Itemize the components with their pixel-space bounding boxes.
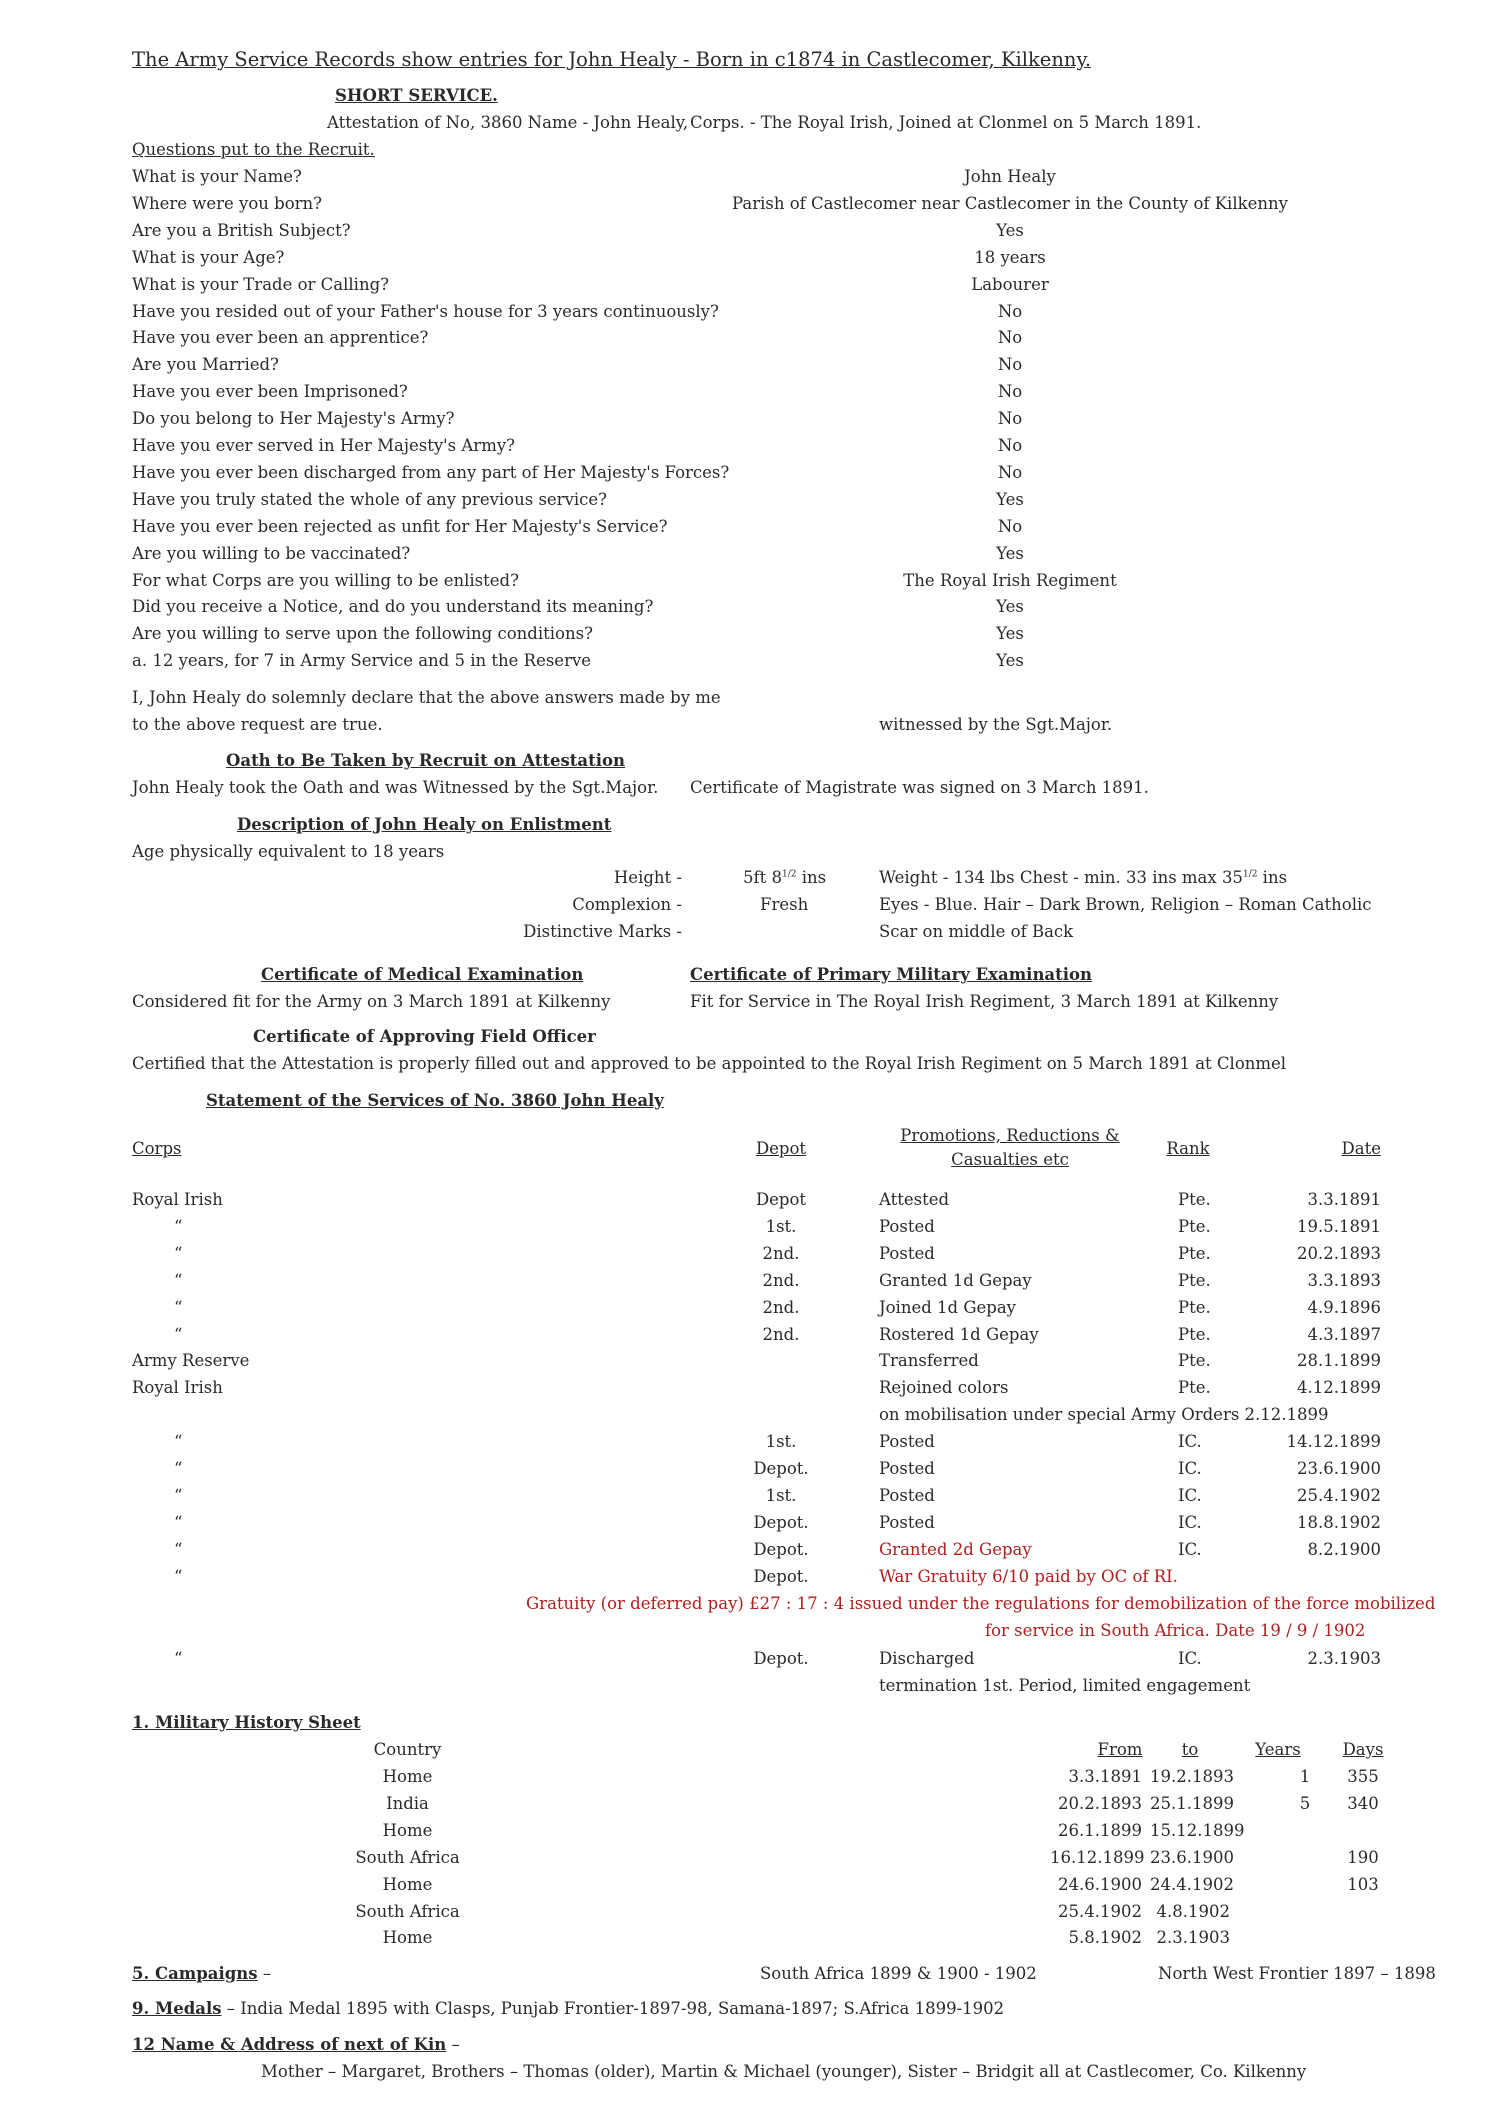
service-date: 28.1.1899 xyxy=(1297,1351,1381,1371)
service-date: 20.2.1893 xyxy=(1297,1243,1381,1263)
medical-text: Considered fit for the Army on 3 March 1891 at Kilkenny xyxy=(132,992,611,1011)
service-rank: Pte. xyxy=(1178,1270,1211,1290)
history-years: 1 xyxy=(1299,1767,1311,1786)
answer-text: Yes xyxy=(996,543,1024,563)
answer-text: Labourer xyxy=(971,274,1049,294)
discharged-depot: Depot. xyxy=(753,1649,809,1668)
short-service-heading: SHORT SERVICE. xyxy=(335,86,498,105)
service-corps: Royal Irish xyxy=(132,1378,223,1398)
history-days: 103 xyxy=(1347,1874,1379,1894)
service-event: Granted 2d Gepay xyxy=(879,1539,1032,1559)
service-depot: Depot. xyxy=(753,1459,809,1478)
header-promotions: Promotions, Reductions & xyxy=(900,1126,1120,1145)
medical-heading: Certificate of Medical Examination xyxy=(261,965,584,984)
service-corps: “ xyxy=(174,1324,183,1344)
primary-heading: Certificate of Primary Military Examination xyxy=(690,965,1093,984)
question-text: Are you a British Subject? xyxy=(132,220,351,240)
answer-text: Yes xyxy=(996,624,1024,644)
page-title: The Army Service Records show entries for John Healy - Born in c1874 in Castlecomer, Kilkenny. xyxy=(132,48,1092,71)
question-text: Have you ever served in Her Majesty's Army? xyxy=(132,436,516,455)
service-depot: Depot. xyxy=(753,1512,809,1532)
approving-heading: Certificate of Approving Field Officer xyxy=(253,1027,596,1046)
history-country: Home xyxy=(382,1928,433,1948)
declaration-line-1: I, John Healy do solemnly declare that the above answers made by me xyxy=(132,688,721,707)
statement-heading: Statement of the Services of No. 3860 John Healy xyxy=(206,1091,664,1110)
header-corps: Corps xyxy=(132,1139,182,1158)
discharged-rank: IC. xyxy=(1178,1649,1202,1668)
service-depot: 2nd. xyxy=(762,1297,800,1317)
history-heading: 1. Military History Sheet xyxy=(132,1713,361,1732)
service-event: War Gratuity 6/10 paid by OC of RI. xyxy=(879,1566,1178,1586)
service-event: Posted xyxy=(879,1512,935,1532)
campaign-north-west-frontier: North West Frontier 1897 – 1898 xyxy=(1158,1964,1436,1983)
answer-text: No xyxy=(997,355,1023,375)
service-rank: Pte. xyxy=(1178,1190,1211,1209)
history-header-years: Years xyxy=(1255,1740,1301,1759)
history-country: Home xyxy=(382,1874,433,1894)
service-date: 23.6.1900 xyxy=(1297,1459,1381,1478)
service-date: 3.3.1891 xyxy=(1307,1190,1381,1209)
service-corps: “ xyxy=(174,1512,183,1532)
service-depot: Depot. xyxy=(753,1539,809,1559)
declaration-line-2: to the above request are true. xyxy=(132,715,383,734)
medals-label: 9. Medals xyxy=(132,1999,222,2018)
question-text: Where were you born? xyxy=(132,193,323,213)
service-event: Rostered 1d Gepay xyxy=(879,1324,1039,1344)
service-corps: “ xyxy=(174,1459,183,1478)
service-date: 18.8.1902 xyxy=(1297,1512,1381,1532)
service-date: 8.2.1900 xyxy=(1307,1539,1381,1559)
service-date: 4.12.1899 xyxy=(1297,1378,1381,1398)
history-to: 2.3.1903 xyxy=(1156,1928,1230,1948)
service-event: Posted xyxy=(879,1459,935,1478)
answer-text: No xyxy=(997,436,1023,455)
question-text: Have you ever been an apprentice? xyxy=(132,328,429,348)
service-corps: “ xyxy=(174,1270,183,1290)
corps-line: Corps. - The Royal Irish, Joined at Clonmel on 5 March 1891. xyxy=(690,113,1202,132)
attestation-line: Attestation of No, 3860 Name - John Healy, xyxy=(327,113,689,132)
service-corps: “ xyxy=(174,1216,183,1236)
eyes-hair-religion: Eyes - Blue. Hair – Dark Brown, Religion – Roman Catholic xyxy=(879,895,1372,914)
history-days: 190 xyxy=(1347,1847,1379,1867)
question-text: Did you receive a Notice, and do you understand its meaning? xyxy=(132,597,654,617)
history-country: South Africa xyxy=(355,1847,460,1867)
question-text: Have you truly stated the whole of any previous service? xyxy=(132,489,608,509)
service-event: Joined 1d Gepay xyxy=(879,1297,1016,1317)
service-rank: IC. xyxy=(1178,1459,1202,1478)
oath-heading: Oath to Be Taken by Recruit on Attestation xyxy=(226,751,625,770)
history-to: 19.2.1893 xyxy=(1150,1767,1234,1786)
question-text: What is your Trade or Calling? xyxy=(132,274,389,294)
answer-text: Yes xyxy=(996,597,1024,617)
description-heading: Description of John Healy on Enlistment xyxy=(237,815,612,834)
height-value: 5ft $8^{1/2}$ ins xyxy=(743,868,827,887)
weight-chest: Weight - 134 lbs Chest - min. 33 ins $\max 35^{1/2}$ ins xyxy=(879,868,1288,887)
questions-heading: Questions put to the Recruit. xyxy=(132,140,375,159)
kin-line: 12 Name & Address of next of Kin – xyxy=(132,2035,460,2054)
answer-text: Yes xyxy=(996,651,1024,671)
termination-text: termination 1st. Period, limited engagement xyxy=(879,1676,1251,1695)
history-country: Home xyxy=(382,1767,433,1786)
service-rank: Pte. xyxy=(1178,1297,1211,1317)
header-rank: Rank xyxy=(1166,1139,1210,1158)
complexion-label: Complexion - xyxy=(572,895,682,914)
service-rank: Pte. xyxy=(1178,1216,1211,1236)
medals-line xyxy=(132,2001,1004,2018)
service-rank: IC. xyxy=(1178,1432,1202,1452)
answer-text: Parish of Castlecomer near Castlecomer in the County of Kilkenny xyxy=(732,193,1288,213)
history-country: Home xyxy=(382,1820,433,1840)
history-from: 5.8.1902 xyxy=(1068,1928,1142,1948)
question-text: For what Corps are you willing to be enlisted? xyxy=(132,570,519,590)
history-from: 26.1.1899 xyxy=(1058,1820,1142,1840)
service-corps: “ xyxy=(174,1297,183,1317)
height-label: Height - xyxy=(613,868,682,887)
service-event: Attested xyxy=(879,1190,950,1209)
service-corps: “ xyxy=(174,1432,183,1452)
complexion-value: Fresh xyxy=(760,895,809,914)
history-to: 25.1.1899 xyxy=(1150,1793,1234,1813)
service-event: on mobilisation under special Army Orders 2.12.1899 xyxy=(879,1405,1329,1425)
answer-text: No xyxy=(997,462,1023,482)
service-depot: 2nd. xyxy=(762,1243,800,1263)
service-rank: Pte. xyxy=(1178,1378,1211,1398)
service-rank: IC. xyxy=(1178,1485,1202,1505)
service-rank: Pte. xyxy=(1178,1324,1211,1344)
service-depot: Depot xyxy=(755,1190,807,1209)
history-header-country: Country xyxy=(373,1740,442,1759)
history-country: India xyxy=(386,1793,429,1813)
campaigns-label: 5. Campaigns xyxy=(132,1964,258,1983)
question-text: Have you ever been Imprisoned? xyxy=(132,382,408,402)
history-country: South Africa xyxy=(355,1901,460,1921)
service-corps: “ xyxy=(174,1485,183,1505)
service-rank: IC. xyxy=(1178,1512,1202,1532)
marks-label: Distinctive Marks - xyxy=(523,922,682,941)
service-event: Posted xyxy=(879,1432,935,1452)
history-to: 4.8.1902 xyxy=(1156,1901,1230,1921)
service-corps: “ xyxy=(174,1243,183,1263)
discharged-date: 2.3.1903 xyxy=(1307,1649,1381,1668)
question-text: Have you resided out of your Father's house for 3 years continuously? xyxy=(132,301,719,321)
service-depot: 1st. xyxy=(765,1485,797,1505)
service-depot: 1st. xyxy=(765,1432,797,1452)
history-from: 25.4.1902 xyxy=(1058,1901,1142,1921)
discharged-event: Discharged xyxy=(879,1649,975,1668)
history-from: 20.2.1893 xyxy=(1058,1793,1142,1813)
service-event: Rejoined colors xyxy=(879,1378,1009,1398)
service-rank: Pte. xyxy=(1178,1351,1211,1371)
answer-text: John Healy xyxy=(964,167,1056,186)
gratuity-line-1: Gratuity (or deferred pay) £27 : 17 : 4 issued under the regulations for demobilization of the force mobilized xyxy=(526,1594,1436,1613)
service-date: 3.3.1893 xyxy=(1307,1270,1381,1290)
service-date: 4.9.1896 xyxy=(1307,1297,1381,1317)
service-corps: Royal Irish xyxy=(132,1190,223,1209)
answer-text: The Royal Irish Regiment xyxy=(903,570,1117,590)
history-header-days: Days xyxy=(1342,1740,1384,1759)
answer-text: Yes xyxy=(996,220,1024,240)
service-event: Posted xyxy=(879,1243,935,1263)
gratuity-line-2: for service in South Africa. Date 19 / 9 / 1902 xyxy=(985,1621,1366,1640)
answer-text: 18 years xyxy=(974,247,1046,267)
question-text: What is your Age? xyxy=(132,247,285,267)
answer-text: No xyxy=(997,382,1023,402)
answer-text: Yes xyxy=(996,489,1024,509)
service-date: 19.5.1891 xyxy=(1297,1216,1381,1236)
magistrate-text: Certificate of Magistrate was signed on 3 March 1891. xyxy=(690,778,1149,797)
history-to: 15.12.1899 xyxy=(1150,1820,1245,1840)
history-years: 5 xyxy=(1299,1793,1311,1813)
service-depot: 1st. xyxy=(765,1216,797,1236)
history-from: 3.3.1891 xyxy=(1068,1767,1142,1786)
question-text: a. 12 years, for 7 in Army Service and 5 in the Reserve xyxy=(132,651,592,671)
history-days: 340 xyxy=(1347,1793,1379,1813)
service-depot: 2nd. xyxy=(762,1324,800,1344)
question-text: Have you ever been rejected as unfit for Her Majesty's Service? xyxy=(132,516,668,536)
service-corps: Army Reserve xyxy=(132,1351,250,1371)
service-corps: “ xyxy=(174,1539,183,1559)
age-physical: Age physically equivalent to 18 years xyxy=(132,842,445,861)
answer-text: No xyxy=(997,328,1023,348)
campaigns-line: 5. Campaigns – xyxy=(132,1964,272,1983)
discharged-corps: “ xyxy=(174,1649,183,1668)
question-text: Are you willing to serve upon the following conditions? xyxy=(132,624,593,644)
answer-text: No xyxy=(997,409,1023,429)
answer-text: No xyxy=(997,301,1023,321)
history-from: 24.6.1900 xyxy=(1058,1874,1142,1894)
service-date: 14.12.1899 xyxy=(1286,1432,1381,1452)
medals-text: – India Medal 1895 with Clasps, Punjab Frontier-1897-98, Samana-1897; S.Africa 1899-1902 xyxy=(221,1999,1005,2018)
question-text: Are you Married? xyxy=(132,355,279,375)
marks-value: Scar on middle of Back xyxy=(879,922,1074,941)
witnessed-text: witnessed by the Sgt.Major. xyxy=(879,715,1113,734)
history-from: 16.12.1899 xyxy=(1050,1847,1145,1867)
kin-label: 12 Name & Address of next of Kin xyxy=(132,2035,447,2054)
kin-text: Mother – Margaret, Brothers – Thomas (older), Martin & Michael (younger), Sister – Bridgit all at Castlecomer, Co. Kilkenny xyxy=(261,2062,1307,2081)
question-text: Do you belong to Her Majesty's Army? xyxy=(132,409,455,429)
oath-text: John Healy took the Oath and was Witnessed by the Sgt.Major. xyxy=(132,778,659,797)
header-date: Date xyxy=(1341,1139,1381,1158)
service-rank: IC. xyxy=(1178,1539,1202,1559)
header-casualties: Casualties etc xyxy=(951,1150,1069,1169)
history-days: 355 xyxy=(1347,1767,1379,1786)
question-text: Have you ever been discharged from any part of Her Majesty's Forces? xyxy=(132,462,730,482)
service-depot: Depot. xyxy=(753,1566,809,1586)
history-header-from: From xyxy=(1097,1740,1143,1759)
campaign-south-africa: South Africa 1899 & 1900 - 1902 xyxy=(760,1964,1037,1983)
primary-text: Fit for Service in The Royal Irish Regiment, 3 March 1891 at Kilkenny xyxy=(690,992,1279,1011)
service-date: 4.3.1897 xyxy=(1307,1324,1381,1344)
service-event: Posted xyxy=(879,1216,935,1236)
service-date: 25.4.1902 xyxy=(1297,1485,1381,1505)
service-event: Posted xyxy=(879,1485,935,1505)
service-depot: 2nd. xyxy=(762,1270,800,1290)
history-header-to: to xyxy=(1181,1740,1199,1759)
service-event: Transferred xyxy=(879,1351,979,1371)
service-event: Granted 1d Gepay xyxy=(879,1270,1032,1290)
answer-text: No xyxy=(997,516,1023,536)
service-corps: “ xyxy=(174,1566,183,1586)
header-depot: Depot xyxy=(755,1139,807,1158)
history-to: 24.4.1902 xyxy=(1150,1874,1234,1894)
approving-text: Certified that the Attestation is properly filled out and approved to be appointed to the Royal Irish Regiment on 5 March 1891 at Clonmel xyxy=(132,1054,1287,1073)
service-rank: Pte. xyxy=(1178,1243,1211,1263)
question-text: Are you willing to be vaccinated? xyxy=(132,543,411,563)
history-to: 23.6.1900 xyxy=(1150,1847,1234,1867)
question-text: What is your Name? xyxy=(132,167,302,186)
